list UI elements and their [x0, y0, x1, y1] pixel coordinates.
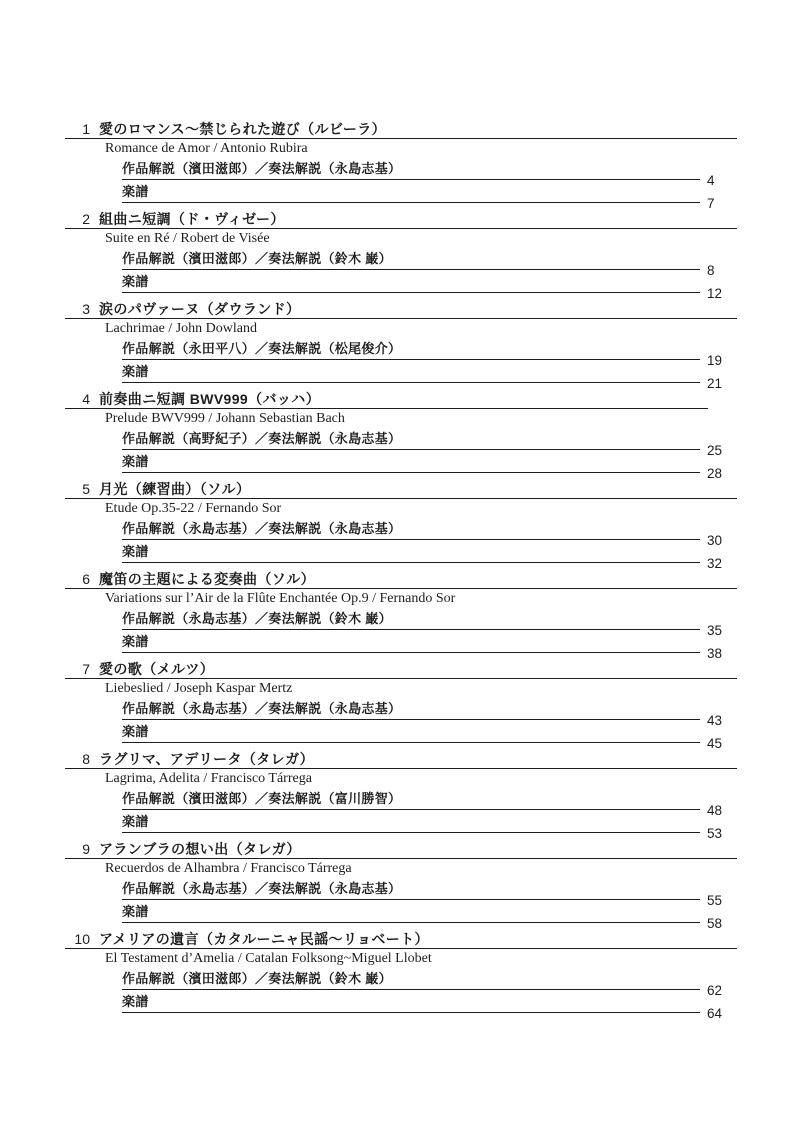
toc-entry [65, 660, 737, 750]
commentary-page-number: 19 [707, 352, 723, 368]
score-row [122, 900, 737, 931]
score-label: 楽譜 [122, 814, 149, 829]
commentary-label: 作品解説（永島志基）／奏法解説（永島志基） [122, 521, 402, 536]
score-row [122, 720, 737, 751]
score-row [122, 990, 737, 1021]
toc-entry [65, 840, 737, 930]
entry-title-japanese: アランブラの想い出（タレガ） [99, 841, 301, 857]
leader-line [122, 696, 700, 720]
entry-number: 10 [74, 931, 90, 947]
leader-line [122, 516, 700, 540]
commentary-page-number: 4 [707, 172, 715, 188]
commentary-page-number: 55 [707, 892, 723, 908]
score-label: 楽譜 [122, 724, 149, 739]
score-page-number: 28 [707, 465, 723, 481]
entry-title-japanese: 組曲ニ短調（ド・ヴィゼー） [99, 211, 285, 227]
leader-line [122, 720, 700, 743]
commentary-page-number: 62 [707, 982, 723, 998]
score-row [122, 630, 737, 661]
entry-number: 2 [82, 211, 90, 227]
score-page-number: 64 [707, 1005, 723, 1021]
entry-title-japanese: 魔笛の主題による変奏曲（ソル） [99, 571, 315, 587]
leader-line [122, 900, 700, 923]
toc-entry [65, 120, 737, 210]
leader-line [122, 810, 700, 833]
commentary-row [122, 516, 737, 548]
entry-title-romanized: Lachrimae / John Dowland [105, 321, 258, 336]
leader-line [122, 426, 700, 450]
score-label: 楽譜 [122, 544, 149, 559]
entry-title-romanized: El Testament d’Amelia / Catalan Folksong~Miguel Llobet [105, 951, 432, 966]
commentary-page-number: 35 [707, 622, 723, 638]
toc-entry [65, 210, 737, 300]
entry-title-romanized: Variations sur l’Air de la Flûte Enchantée Op.9 / Fernando Sor [105, 591, 456, 606]
entry-title-romanized: Etude Op.35-22 / Fernando Sor [105, 501, 282, 516]
commentary-label: 作品解説（永田平八）／奏法解説（松尾俊介） [122, 341, 402, 356]
entry-title-row [65, 480, 737, 499]
commentary-label: 作品解説（永島志基）／奏法解説（永島志基） [122, 881, 402, 896]
table-of-contents [65, 120, 737, 1020]
commentary-row [122, 876, 737, 908]
commentary-row [122, 606, 737, 638]
entry-title-romanized: Romance de Amor / Antonio Rubira [105, 141, 308, 156]
toc-entry [65, 930, 737, 1020]
leader-line [122, 246, 700, 270]
score-label: 楽譜 [122, 364, 149, 379]
entry-title-row [65, 570, 737, 589]
entry-number: 7 [82, 661, 90, 677]
leader-line [122, 156, 700, 180]
score-page-number: 53 [707, 825, 723, 841]
entry-number: 8 [82, 751, 90, 767]
toc-entry [65, 390, 737, 480]
score-row [122, 270, 737, 301]
entry-number: 5 [82, 481, 90, 497]
commentary-label: 作品解説（濱田滋郎）／奏法解説（富川勝智） [122, 791, 402, 806]
entry-title-row [65, 390, 708, 409]
entry-number: 9 [82, 841, 90, 857]
entry-title-row [65, 750, 737, 769]
score-page-number: 32 [707, 555, 723, 571]
commentary-row [122, 696, 737, 728]
toc-entry [65, 570, 737, 660]
entry-title-romanized: Prelude BWV999 / Johann Sebastian Bach [105, 411, 345, 426]
score-label: 楽譜 [122, 994, 149, 1009]
entry-title-japanese: 前奏曲ニ短調 BWV999（バッハ） [99, 391, 321, 407]
entry-title-row [65, 660, 737, 679]
commentary-row [122, 156, 737, 188]
score-label: 楽譜 [122, 634, 149, 649]
leader-line [122, 360, 700, 383]
entry-title-japanese: 愛の歌（メルツ） [99, 661, 215, 677]
score-page-number: 38 [707, 645, 723, 661]
score-row [122, 180, 737, 211]
leader-line [122, 540, 700, 563]
commentary-label: 作品解説（濱田滋郎）／奏法解説（永島志基） [122, 161, 402, 176]
entry-title-romanized: Suite en Ré / Robert de Visée [105, 231, 270, 246]
leader-line [122, 876, 700, 900]
entry-title-romanized: Liebeslied / Joseph Kaspar Mertz [105, 681, 293, 696]
entry-title-romanized: Recuerdos de Alhambra / Francisco Tárrega [105, 861, 352, 876]
score-page-number: 45 [707, 735, 723, 751]
commentary-label: 作品解説（濱田滋郎）／奏法解説（鈴木 巌） [122, 971, 392, 986]
commentary-row [122, 336, 737, 368]
commentary-row [122, 246, 737, 278]
entry-number: 3 [82, 301, 90, 317]
score-page-number: 7 [707, 195, 715, 211]
commentary-row [122, 966, 737, 998]
entry-title-row [65, 930, 737, 949]
leader-line [122, 966, 700, 990]
score-label: 楽譜 [122, 274, 149, 289]
toc-entry [65, 300, 737, 390]
entry-title-japanese: 愛のロマンス～禁じられた遊び（ルビーラ） [99, 121, 387, 137]
commentary-label: 作品解説（永島志基）／奏法解説（永島志基） [122, 701, 402, 716]
score-row [122, 540, 737, 571]
entry-title-romanized: Lagrima, Adelita / Francisco Tárrega [105, 771, 312, 786]
leader-line [122, 180, 700, 203]
leader-line [122, 270, 700, 293]
leader-line [122, 990, 700, 1013]
score-page-number: 12 [707, 285, 723, 301]
commentary-page-number: 25 [707, 442, 723, 458]
leader-line [122, 336, 700, 360]
entry-title-japanese: 涙のパヴァーヌ（ダウランド） [99, 301, 301, 317]
entry-number: 6 [82, 571, 90, 587]
entry-title-japanese: ラグリマ、アデリータ（タレガ） [99, 751, 315, 767]
commentary-page-number: 43 [707, 712, 723, 728]
score-row [122, 450, 737, 481]
score-page-number: 21 [707, 375, 723, 391]
commentary-row [122, 786, 737, 818]
commentary-label: 作品解説（永島志基）／奏法解説（鈴木 巌） [122, 611, 392, 626]
leader-line [122, 450, 700, 473]
score-label: 楽譜 [122, 904, 149, 919]
entry-title-row [65, 840, 737, 859]
commentary-row [122, 426, 737, 458]
entry-title-japanese: 月光（練習曲）（ソル） [99, 481, 251, 497]
commentary-page-number: 8 [707, 262, 715, 278]
entry-number: 4 [82, 391, 90, 407]
commentary-label: 作品解説（濱田滋郎）／奏法解説（鈴木 巌） [122, 251, 392, 266]
toc-entry [65, 480, 737, 570]
entry-number: 1 [82, 121, 90, 137]
leader-line [122, 786, 700, 810]
commentary-page-number: 48 [707, 802, 723, 818]
commentary-label: 作品解説（高野紀子）／奏法解説（永島志基） [122, 431, 402, 446]
entry-title-row [65, 300, 737, 319]
leader-line [122, 630, 700, 653]
score-row [122, 810, 737, 841]
score-page-number: 58 [707, 915, 723, 931]
entry-title-japanese: アメリアの遺言（カタルーニャ民謡～リョベート） [99, 931, 429, 947]
leader-line [122, 606, 700, 630]
score-row [122, 360, 737, 391]
score-label: 楽譜 [122, 454, 149, 469]
commentary-page-number: 30 [707, 532, 723, 548]
entry-title-row [65, 210, 737, 229]
score-label: 楽譜 [122, 184, 149, 199]
toc-entry [65, 750, 737, 840]
entry-title-row [65, 120, 737, 139]
